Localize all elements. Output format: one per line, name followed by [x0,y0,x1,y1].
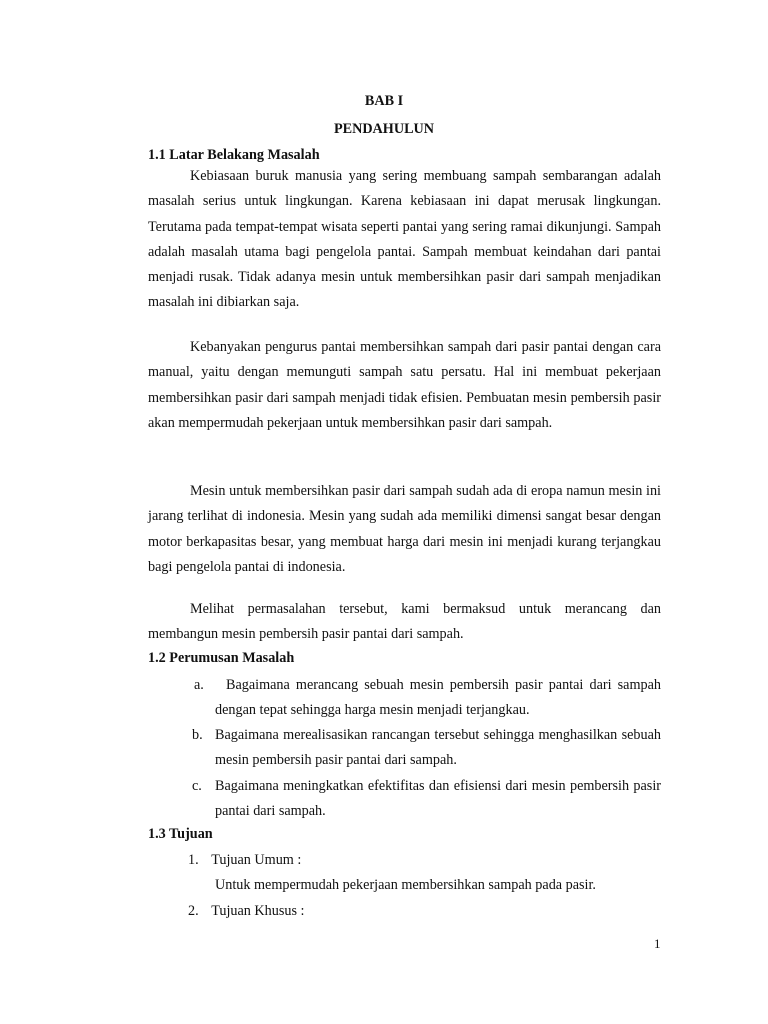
list-item-label: Tujuan Khusus : [211,903,305,919]
chapter-label: BAB I [364,93,404,109]
list-marker: 2. [188,903,199,919]
list-item [192,774,661,824]
list-item-text: Bagaimana merealisasikan rancangan tersebut sehingga menghasilkan sebuah mesin pembersih pasir pantai dari sampah. [215,727,661,768]
list-item-text: Bagaimana meningkatkan efektifitas dan efisiensi dari mesin pembersih pasir pantai dari sampah. [215,778,661,819]
list-item [192,723,661,773]
page-number: 1 [654,936,661,951]
list-item-text: Bagaimana merancang sebuah mesin pembersih pasir pantai dari sampah dengan tepat sehingga harga mesin menjadi terjangkau. [215,677,661,718]
section-heading-1-2: 1.2 Perumusan Masalah [148,650,295,666]
paragraph-3: Mesin untuk membersihkan pasir dari sampah sudah ada di eropa namun mesin ini jarang terlihat di indonesia. Mesin yang sudah ada memiliki dimensi sangat besar dengan motor berkapasitas besar, yang membuat harga dari mesin ini menjadi kurang terjangkau bagi pengelola pantai di indonesia. [148,483,661,575]
list-marker: a. [194,677,204,693]
section-heading-1-3: 1.3 Tujuan [148,826,213,842]
list-item-label: Tujuan Umum : [211,852,302,868]
paragraph-4: Melihat permasalahan tersebut, kami bermaksud untuk merancang dan membangun mesin pembersih pasir pantai dari sampah. [148,601,661,643]
list-item [188,852,301,869]
list-item [188,903,304,920]
list-marker: c. [192,778,202,794]
paragraph-2: Kebanyakan pengurus pantai membersihkan sampah dari pasir pantai dengan cara manual, yaitu dengan memunguti sampah satu persatu. Hal ini membuat pekerjaan membersihkan pasir dari sampah menjadi tidak efisien. Pembuatan mesin pembersih pasir akan mempermudah pekerjaan untuk membersihkan pasir dari sampah. [148,339,661,431]
section-heading-1-1: 1.1 Latar Belakang Masalah [148,147,320,163]
list-marker: 1. [188,852,199,868]
list-item [194,673,661,723]
paragraph-1: Kebiasaan buruk manusia yang sering membuang sampah sembarangan adalah masalah serius untuk lingkungan. Karena kebiasaan ini dapat merusak lingkungan. Terutama pada tempat-tempat wisata seperti pantai yang sering ramai dikunjungi. Sampah adalah masalah utama bagi pengelola pantai. Sampah membuat keindahan dari pantai menjadi rusak. Tidak adanya mesin untuk membersihkan pasir dari sampah menjadikan masalah ini dibiarkan saja. [148,168,661,311]
list-marker: b. [192,727,203,743]
chapter-title: PENDAHULUN [333,121,435,137]
list-item-text: Untuk mempermudah pekerjaan membersihkan sampah pada pasir. [215,877,596,893]
